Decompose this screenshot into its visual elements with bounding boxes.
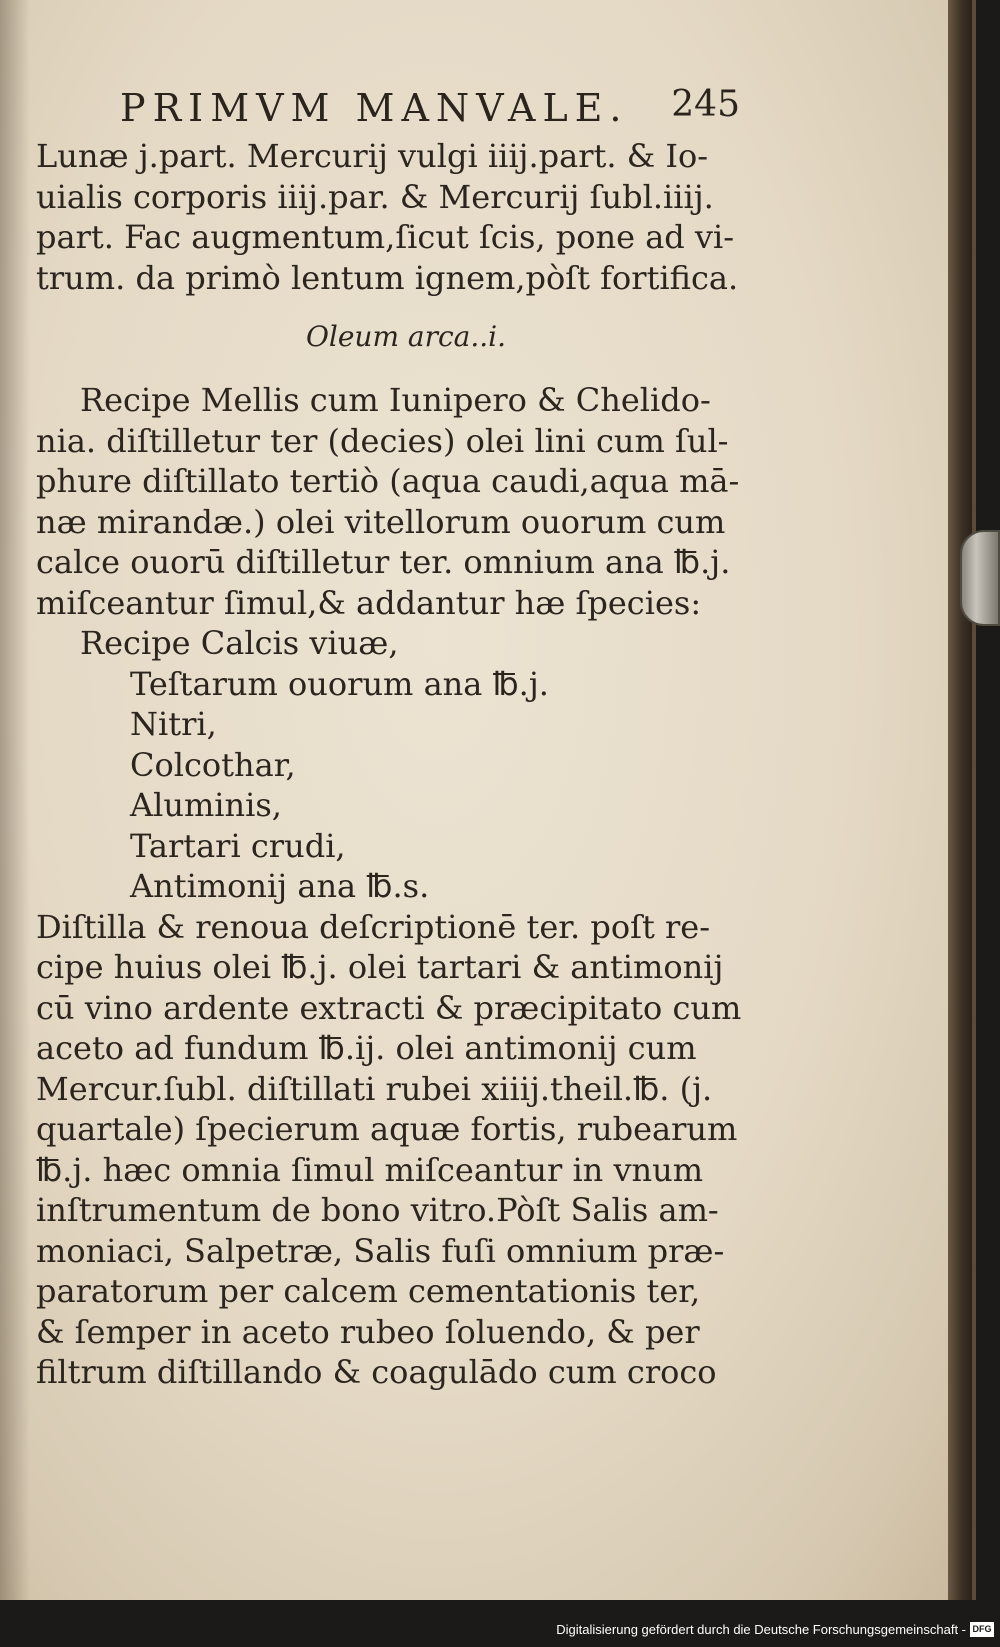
page-number: 245 [671,84,740,125]
recipe-item: Teſtarum ouorum ana ℔.j. [130,664,549,703]
funding-credit: Digitalisierung gefördert durch die Deutsche Forschungsgemeinschaft - [556,1622,966,1637]
recipe-item: Nitri, [130,705,217,743]
recipe-item: Colcothar, [130,745,296,784]
text-line: aceto ad fundum ℔.ij. olei antimonij cum [36,1029,697,1067]
running-title: PRIMVM MANVALE. [120,86,629,130]
text-line: paratorum per calcem cementationis ter, [36,1272,701,1310]
text-line: trum. da primò lentum ignem,pòſt fortifica. [36,258,739,297]
text-line: nia. diſtilletur ter (decies) olei lini cum ſul- [36,421,729,460]
text-line: ℔.j. hæc omnia ſimul miſceantur in vnum [36,1150,704,1189]
text-line: part. Fac augmentum,ſicut ſcis, pone ad vi- [36,218,735,256]
text-line: cū vino ardente extracti & præcipitato cum [36,988,742,1027]
text-line: uialis corporis iiij.par. & Mercurij ſubl.iiij. [36,177,714,216]
text-line: quartale) ſpecierum aquæ fortis, rubearum [36,1110,738,1148]
book-binding [948,0,972,1600]
text-line: phure diſtillato tertiò (aqua caudi,aqua mā- [36,462,740,500]
text-line: Lunæ j.part. Mercurij vulgi iiij.part. & Io- [36,137,709,175]
recipe-item: Antimonij ana ℔.s. [130,867,430,905]
recipe-item: Aluminis, [130,786,282,824]
gutter-shadow [0,0,30,1600]
text-line: moniaci, Salpetræ, Salis fuſi omnium præ- [36,1231,725,1270]
text-line: & ſemper in aceto rubeo ſoluendo, & per [36,1312,700,1351]
dfg-logo-icon: DFG [970,1622,994,1637]
footer-bar [0,1618,1000,1647]
text-line: cipe huius olei ℔.j. olei tartari & antimonij [36,948,724,986]
page-header [120,80,740,140]
book-clasp [960,530,1000,626]
text-line: Recipe Mellis cum Iunipero & Chelido- [80,381,711,419]
spacer [36,366,746,380]
text-line: næ mirandæ.) olei vitellorum ouorum cum [36,502,726,541]
recipe-item: Tartari crudi, [130,826,346,865]
text-block [36,136,746,1393]
section-heading: Oleum arca..i. [305,320,507,353]
text-line: inſtrumentum de bono vitro.Pòſt Salis am- [36,1191,719,1229]
text-line: Diſtilla & renoua deſcriptionē ter. poſt re- [36,907,711,946]
text-line: filtrum diſtillando & coagulādo cum croco [36,1353,717,1391]
recipe-line: Recipe Calcis viuæ, [80,624,399,662]
text-line: miſceantur ſimul,& addantur hæ ſpecies: [36,583,702,622]
text-line: calce ouorū diſtilletur ter. omnium ana ℔.j. [36,543,731,581]
text-line: Mercur.ſubl. diſtillati rubei xiiij.theil.℔. (j. [36,1069,713,1108]
